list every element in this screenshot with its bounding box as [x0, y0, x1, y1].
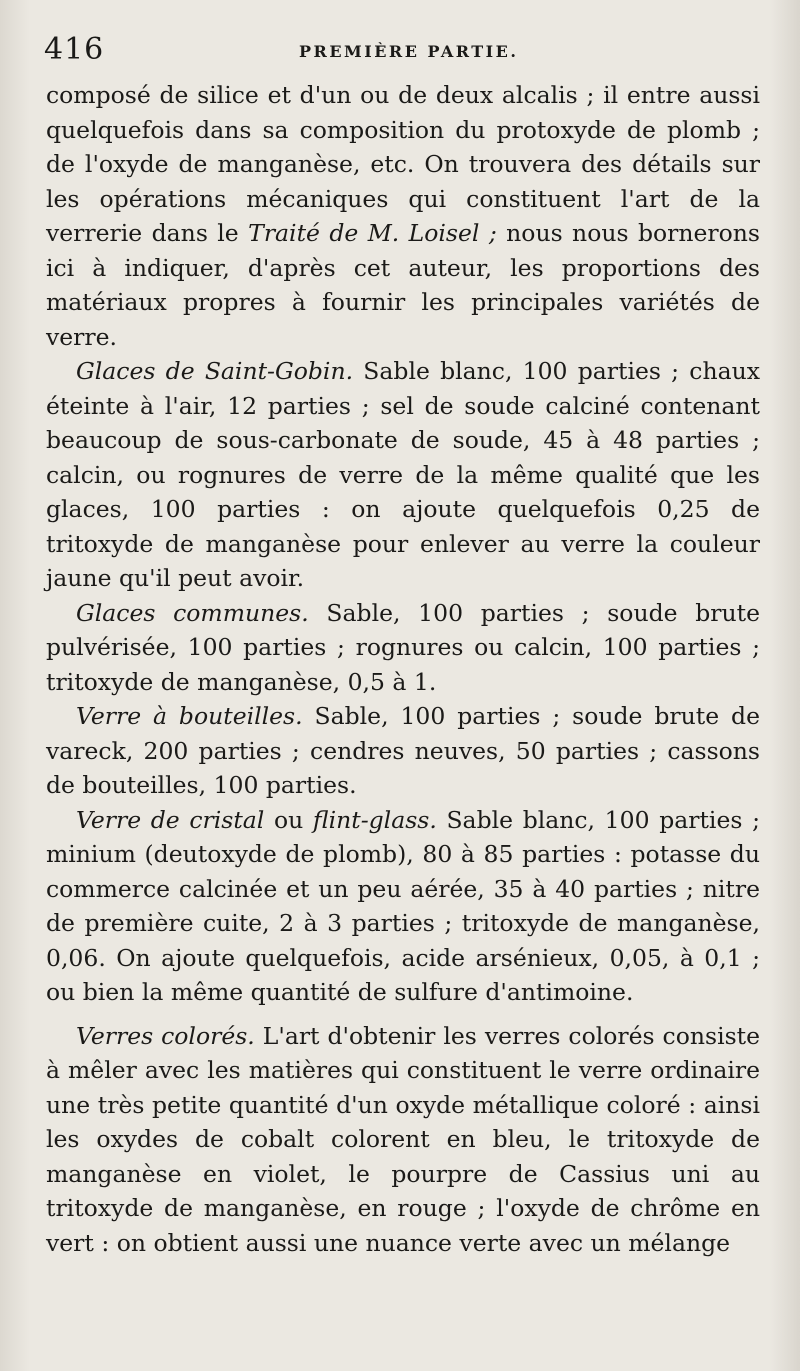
paragraph-intro [46, 78, 760, 354]
body-text [46, 78, 760, 1260]
paragraph-text: Sable, 100 parties ; soude brute pulvérisée, 100 parties ; rognures ou calcin, 100 parties ; tritoxyde de manganèse, 0,5 à 1. [46, 598, 760, 696]
italic-reference: Traité de M. Loisel ; [248, 219, 497, 247]
paragraph-text-continued: nous nous bornerons ici à indiquer, d'après cet auteur, les proportions des matériaux propres à fournir les principales variétés de verre. [46, 219, 760, 351]
running-title: PREMIÈRE PARTIE. [299, 42, 519, 61]
paragraph-lead: Verre à bouteilles. [76, 702, 303, 730]
paragraph-lead-secondary: flint-glass. [312, 805, 437, 834]
paragraph-verre-bouteilles [46, 699, 760, 803]
paragraph-glaces-communes [46, 596, 760, 700]
paragraph-text: L'art d'obtenir les verres colorés consiste à mêler avec les matières qui constituent le verre ordinaire une très petite quantité d'un oxyde métallique coloré : ainsi les oxydes de cobalt colorent en bleu, le tritoxyde de manganèse en violet, le pourpre de Cassius uni au tritoxyde de manganèse, en rouge ; l'oxyde de chrôme en vert : on obtient aussi une nuance verte avec un mélange [46, 1021, 760, 1257]
paragraph-lead: Verre de cristal [76, 805, 265, 834]
page-number: 416 [44, 32, 105, 67]
paragraph-text: Sable blanc, 100 parties ; chaux éteinte à l'air, 12 parties ; sel de soude calciné contenant beaucoup de sous-carbonate de soude, 45 à 48 parties ; calcin, ou rognures de verre de la même qualité que les glaces, 100 parties : on ajoute quelquefois 0,25 de tritoxyde de manganèse pour enlever au verre la couleur jaune qu'il peut avoir. [46, 357, 760, 592]
paragraph-lead: Verres colorés. [76, 1021, 255, 1050]
paragraph-text: composé de silice et d'un ou de deux alcalis ; il entre aussi quelquefois dans sa composition du protoxyde de plomb ; de l'oxyde de manganèse, etc. On trouvera des détails sur les opérations mécaniques qui constituent l'art de la verrerie dans le [46, 81, 760, 247]
paragraph-lead-conjunction: ou [264, 805, 313, 834]
paragraph-lead: Glaces de Saint-Gobin. [76, 357, 354, 385]
paragraph-verre-cristal [46, 803, 760, 1010]
paragraph-lead: Glaces communes. [76, 598, 309, 627]
paragraph-text: Sable, 100 parties ; soude brute de vareck, 200 parties ; cendres neuves, 50 parties ; cassons de bouteilles, 100 parties. [46, 702, 760, 799]
paragraph-glaces-saint-gobin [46, 354, 760, 596]
paragraph-text: Sable blanc, 100 parties ; minium (deutoxyde de plomb), 80 à 85 parties : potasse du commerce calcinée et un peu aérée, 35 à 40 parties ; nitre de première cuite, 2 à 3 parties ; tritoxyde de manganèse, 0,06. On ajoute quelquefois, acide arsénieux, 0,05, à 0,1 ; ou bien la même quantité de sulfure d'antimoine. [46, 805, 760, 1006]
running-head [44, 32, 760, 72]
paragraph-verres-colores [46, 1019, 760, 1261]
